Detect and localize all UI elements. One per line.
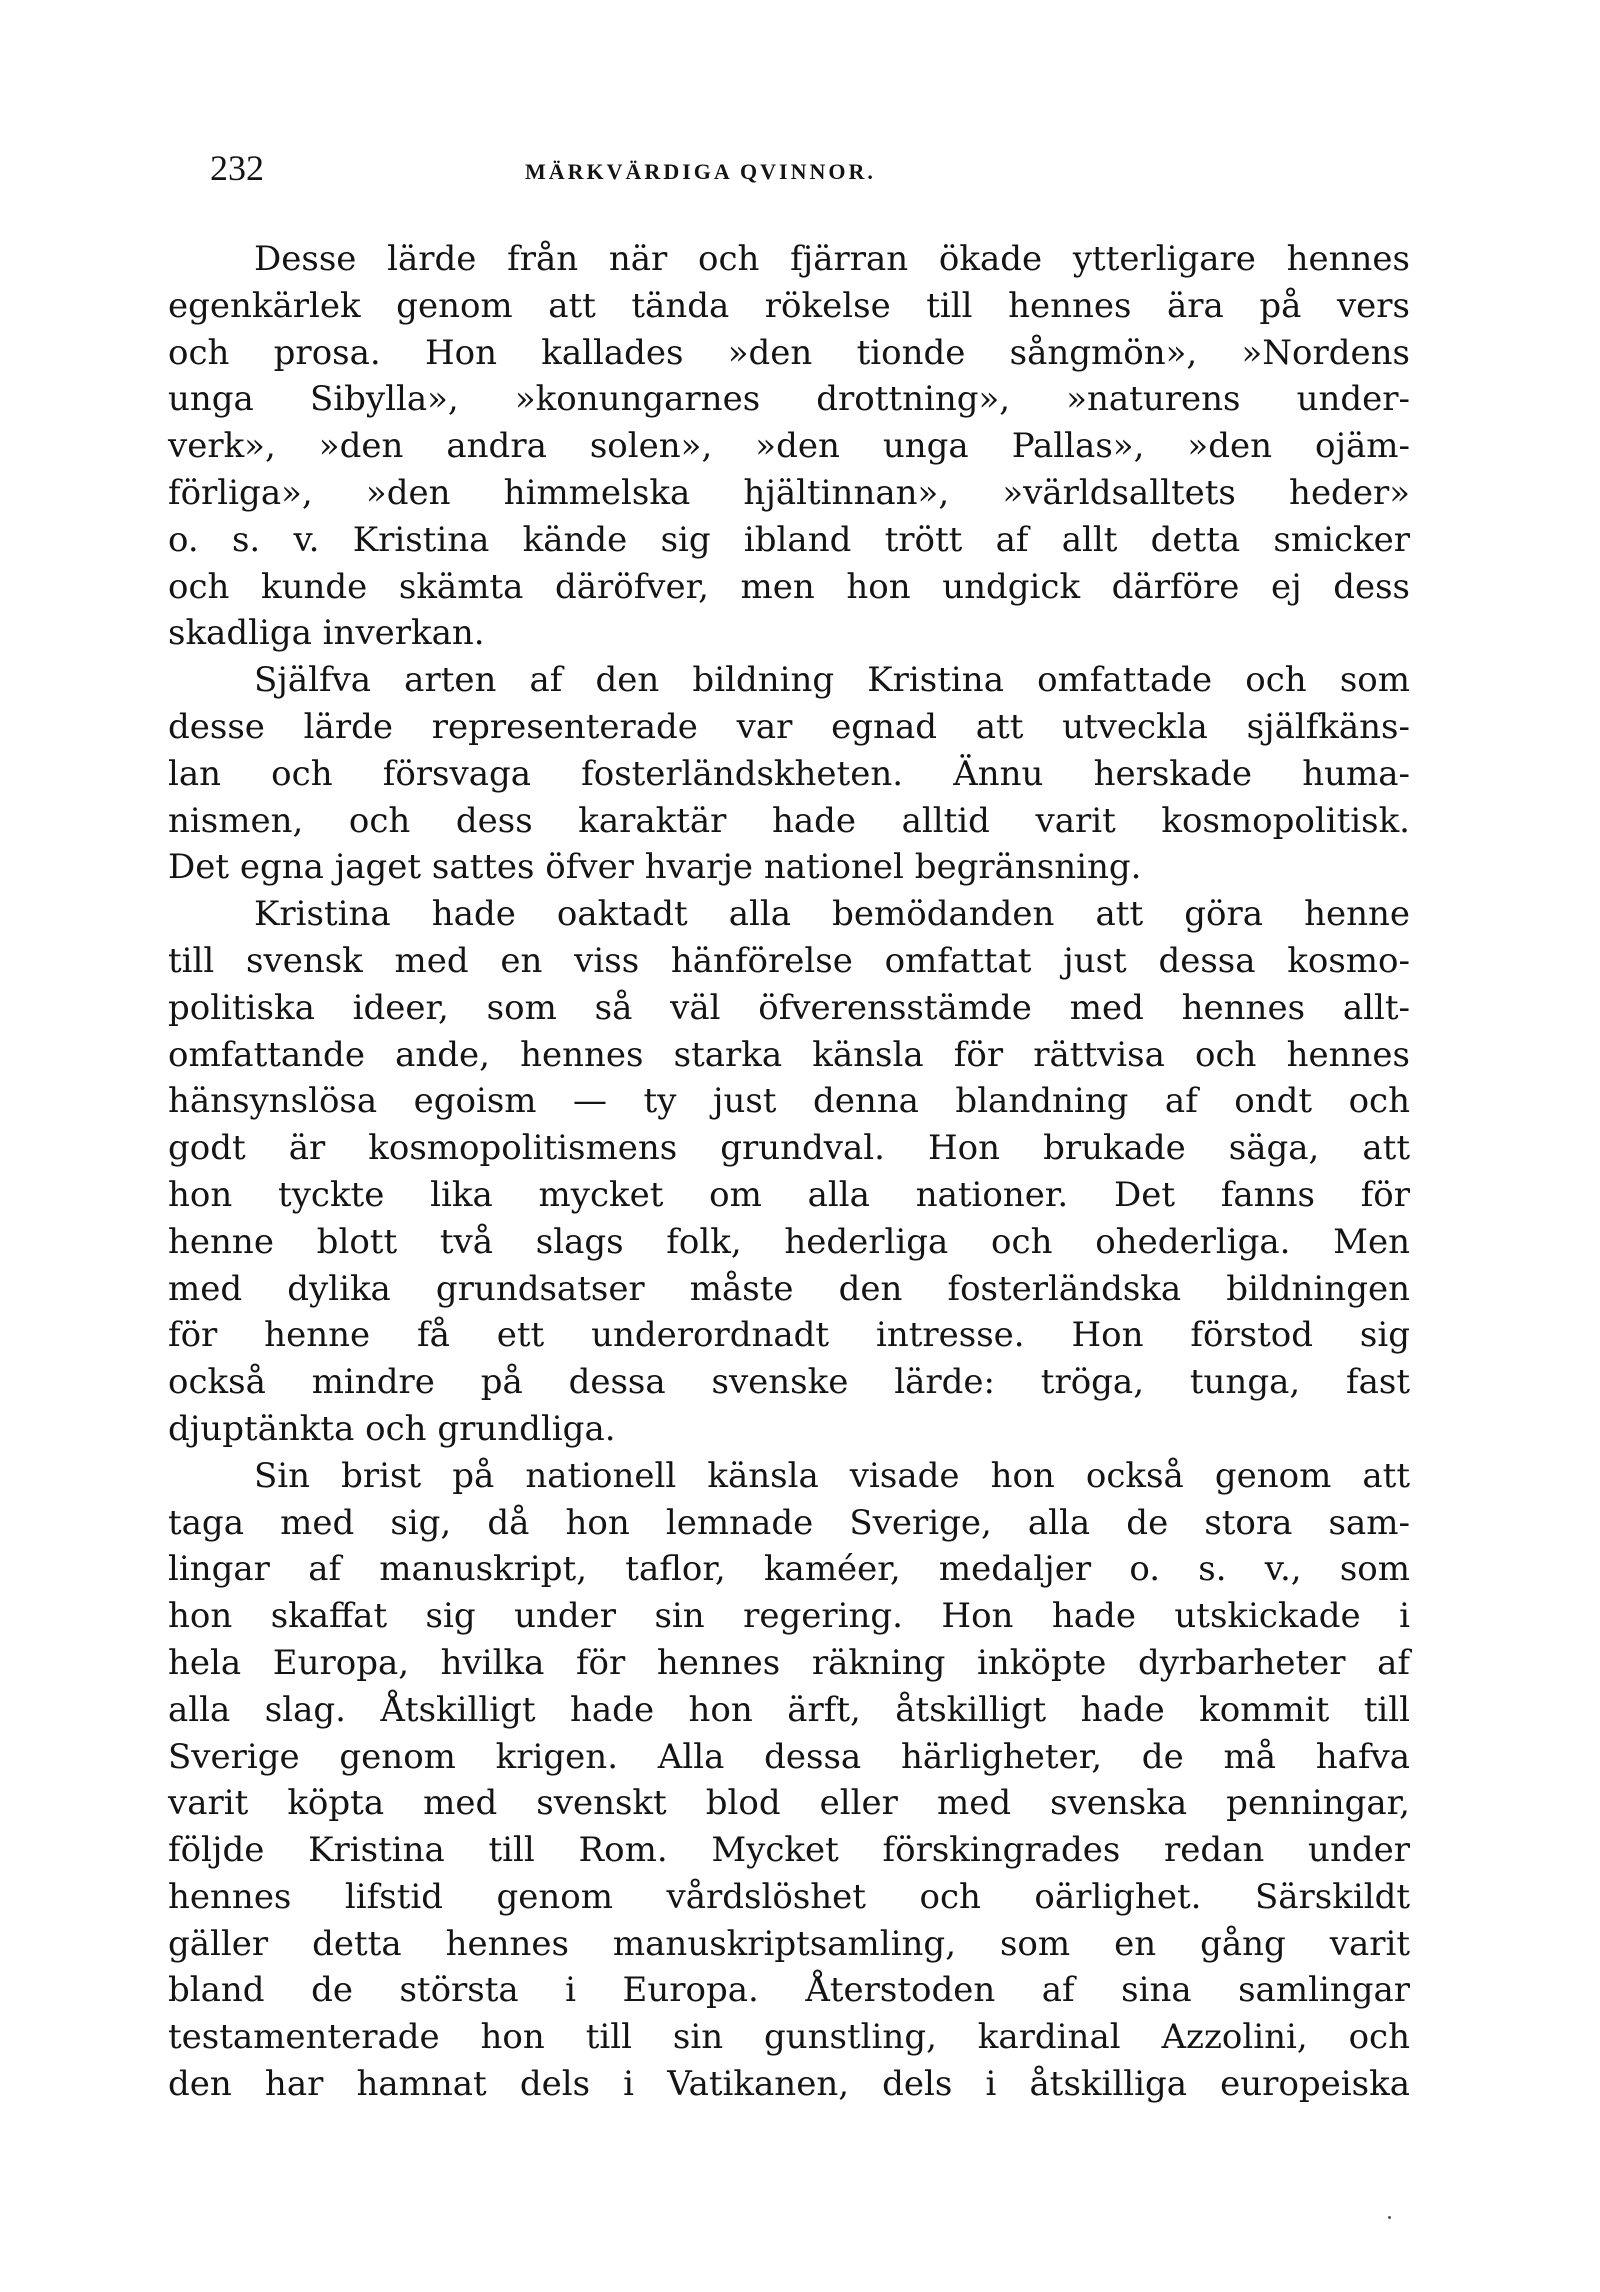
text-line: och prosa. Hon kallades »den tionde sångmön», »Nordens bbox=[168, 332, 1410, 373]
text-line: djuptänkta och grundliga. bbox=[168, 1408, 616, 1449]
text-line: lingar af manuskript, taflor, kaméer, medaljer o. s. v., som bbox=[168, 1549, 1410, 1590]
text-line: Sin brist på nationell känsla visade hon också genom att bbox=[254, 1455, 1410, 1496]
text-line: godt är kosmopolitismens grundval. Hon brukade säga, att bbox=[168, 1128, 1410, 1169]
text-line: Kristina hade oaktadt alla bemödanden att göra henne bbox=[254, 894, 1410, 935]
text-line: testamenterade hon till sin gunstling, kardinal Azzolini, och bbox=[168, 2017, 1410, 2058]
text-line: nismen, och dess karaktär hade alltid varit kosmopolitisk. bbox=[168, 800, 1410, 841]
text-line: hela Europa, hvilka för hennes räkning inköpte dyrbarheter af bbox=[168, 1642, 1410, 1683]
text-line: omfattande ande, hennes starka känsla för rättvisa och hennes bbox=[168, 1034, 1410, 1075]
text-line: till svensk med en viss hänförelse omfattat just dessa kosmo- bbox=[168, 940, 1410, 981]
text-line: och kunde skämta däröfver, men hon undgick därföre ej dess bbox=[168, 566, 1410, 607]
page-header bbox=[210, 148, 1405, 198]
text-line: Själfva arten af den bildning Kristina omfattade och som bbox=[254, 660, 1410, 701]
text-line: Desse lärde från när och fjärran ökade ytterligare hennes bbox=[254, 239, 1410, 279]
text-line: hänsynslösa egoism — ty just denna blandning af ondt och bbox=[168, 1081, 1410, 1122]
text-line: egenkärlek genom att tända rökelse till hennes ära på vers bbox=[168, 285, 1410, 326]
scan-speck bbox=[1388, 2216, 1391, 2219]
text-line: verk», »den andra solen», »den unga Pallas», »den ojäm- bbox=[168, 426, 1410, 467]
text-line: hennes lifstid genom vårdslöshet och oärlighet. Särskildt bbox=[168, 1876, 1410, 1917]
text-line: med dylika grundsatser måste den fosterländska bildningen bbox=[168, 1268, 1410, 1309]
text-line: gäller detta hennes manuskriptsamling, som en gång varit bbox=[168, 1923, 1410, 1964]
text-line: unga Sibylla», »konungarnes drottning», »naturens under- bbox=[168, 379, 1410, 420]
text-line: varit köpta med svenskt blod eller med svenska penningar, bbox=[168, 1783, 1410, 1824]
body-text bbox=[168, 236, 1410, 2108]
text-line: hon tyckte lika mycket om alla nationer. Det fanns för bbox=[168, 1174, 1410, 1215]
text-line: skadliga inverkan. bbox=[168, 613, 485, 654]
text-line: alla slag. Åtskilligt hade hon ärft, åtskilligt hade kommit till bbox=[168, 1689, 1410, 1730]
text-line: desse lärde representerade var egnad att utveckla själfkäns- bbox=[168, 706, 1410, 747]
text-line: också mindre på dessa svenske lärde: tröga, tunga, fast bbox=[168, 1362, 1410, 1403]
text-line: taga med sig, då hon lemnade Sverige, alla de stora sam- bbox=[168, 1502, 1410, 1543]
text-line: henne blott två slags folk, hederliga och ohederliga. Men bbox=[168, 1221, 1410, 1262]
page-number: 232 bbox=[210, 148, 264, 188]
text-line: bland de största i Europa. Återstoden af sina samlingar bbox=[168, 1970, 1410, 2011]
text-line: o. s. v. Kristina kände sig ibland trött af allt detta smicker bbox=[168, 519, 1410, 560]
text-line: för henne få ett underordnadt intresse. Hon förstod sig bbox=[168, 1315, 1410, 1356]
text-line: förliga», »den himmelska hjältinnan», »världsalltets heder» bbox=[168, 472, 1410, 513]
text-line: hon skaffat sig under sin regering. Hon hade utskickade i bbox=[168, 1596, 1410, 1637]
text-line: den har hamnat dels i Vatikanen, dels i åtskilliga europeiska bbox=[168, 2064, 1410, 2105]
text-line: följde Kristina till Rom. Mycket förskingrades redan under bbox=[168, 1830, 1410, 1871]
text-line: lan och försvaga fosterländskheten. Ännu herskade huma- bbox=[168, 753, 1410, 794]
text-line: politiska ideer, som så väl öfverensstämde med hennes allt- bbox=[168, 987, 1410, 1028]
running-title: MÄRKVÄRDIGA QVINNOR. bbox=[525, 159, 876, 184]
text-line: Sverige genom krigen. Alla dessa härligheter, de må hafva bbox=[168, 1736, 1410, 1777]
text-line: Det egna jaget sattes öfver hvarje nationel begränsning. bbox=[168, 847, 1142, 888]
